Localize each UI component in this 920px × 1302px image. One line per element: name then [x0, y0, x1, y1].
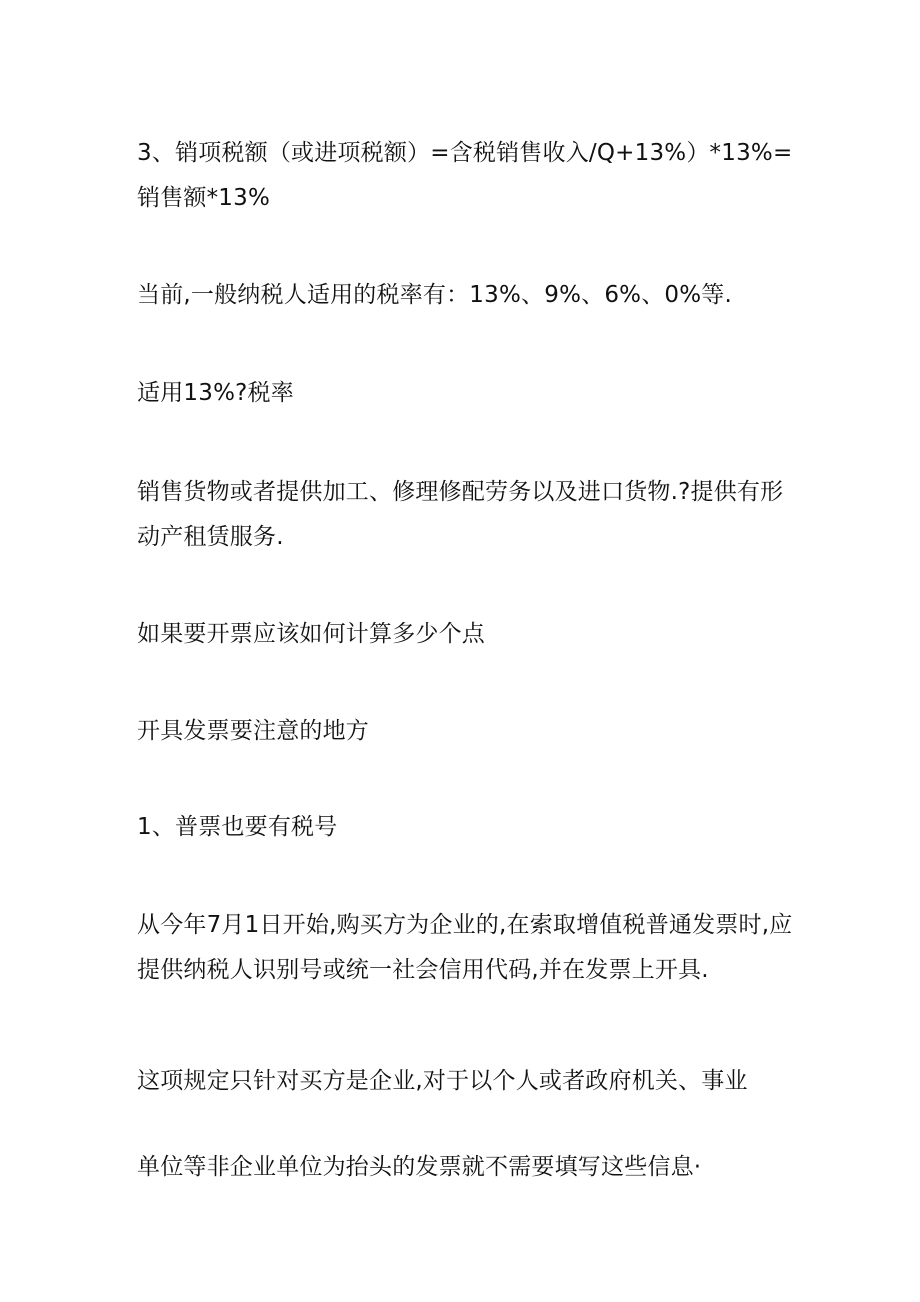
paragraph-output-tax-formula: 3、销项税额（或进项税额）=含税销售收入/Q+13%）*13%=销售额*13%	[137, 140, 793, 211]
paragraph-13-percent-heading: 适用13%?税率	[137, 380, 294, 406]
paragraph-tax-rates: 当前,一般纳税人适用的税率有：13%、9%、6%、0%等.	[137, 282, 733, 308]
paragraph-tax-number-heading: 1、普票也要有税号	[137, 814, 338, 840]
paragraph-invoice-question: 如果要开票应该如何计算多少个点	[137, 621, 485, 647]
paragraph-invoice-notes-heading: 开具发票要注意的地方	[137, 718, 369, 744]
paragraph-tax-number-rule: 从今年7月1日开始,购买方为企业的,在索取增值税普通发票时,应提供纳税人识别号或统一社会信用代码,并在发票上开具.	[137, 912, 793, 983]
paragraph-scope-note: 这项规定只针对买方是企业,对于以个人或者政府机关、事业	[137, 1068, 748, 1094]
paragraph-scope-note-continued: 单位等非企业单位为抬头的发票就不需要填写这些信息·	[137, 1154, 702, 1180]
paragraph-13-percent-scope: 销售货物或者提供加工、修理修配劳务以及进口货物.?提供有形动产租赁服务.	[137, 479, 784, 550]
